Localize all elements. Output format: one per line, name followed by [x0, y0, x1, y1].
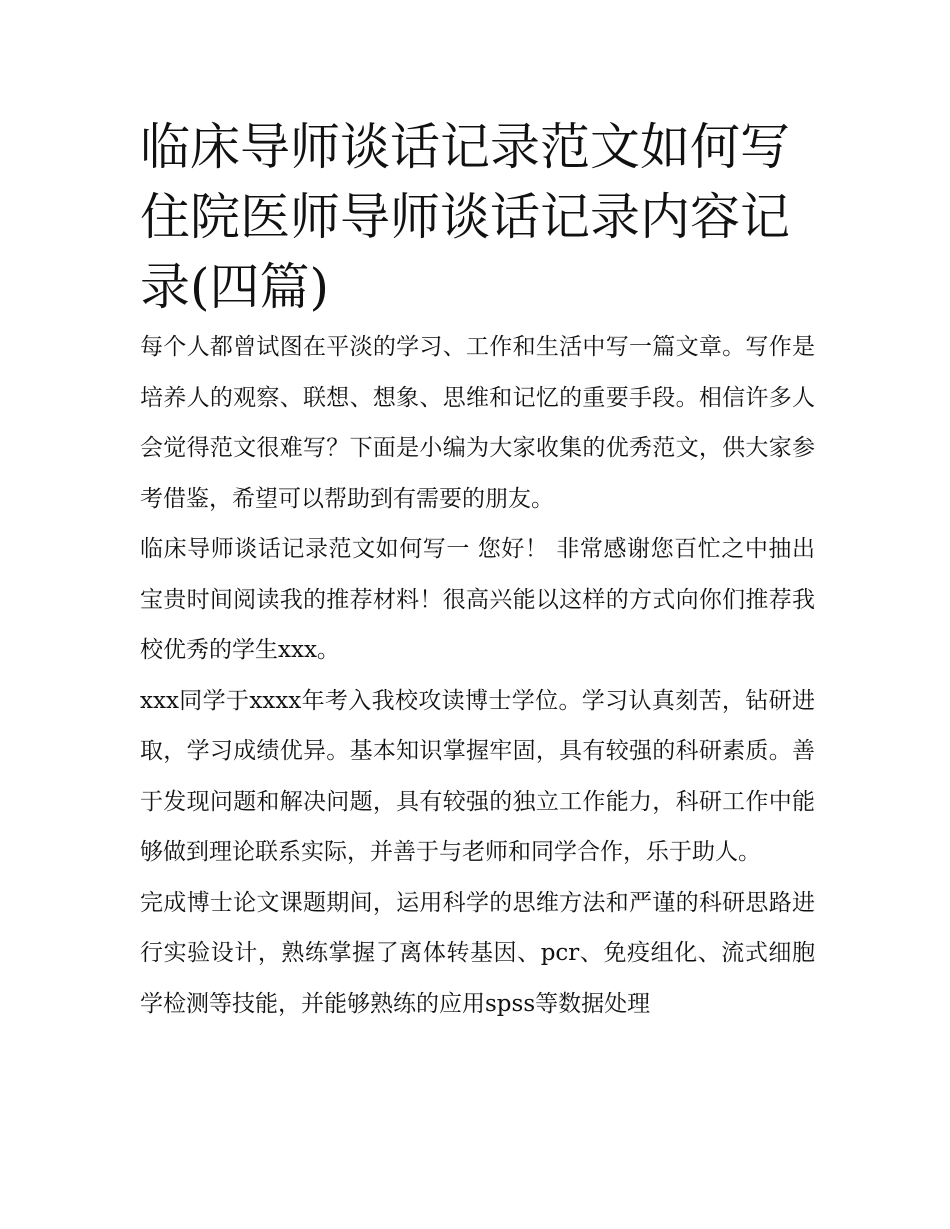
letter-opening-paragraph: 临床导师谈话记录范文如何写一 您好！ 非常感谢您百忙之中抽出宝贵时间阅读我的推荐材料！很高兴能以这样的方式向你们推荐我校优秀的学生xxx。 [140, 536, 815, 663]
student-study-paragraph: xxx同学于xxxx年考入我校攻读博士学位。学习认真刻苦，钻研进取，学习成绩优异。基本知识掌握牢固，具有较强的科研素质。善于发现问题和解决问题，具有较强的独立工作能力，科研工作中能够做到理论联系实际，并善于与老师和同学合作，乐于助人。 [140, 687, 815, 865]
intro-paragraph: 每个人都曾试图在平淡的学习、工作和生活中写一篇文章。写作是培养人的观察、联想、想象、思维和记忆的重要手段。相信许多人会觉得范文很难写？下面是小编为大家收集的优秀范文，供大家参考借鉴，希望可以帮助到有需要的朋友。 [140, 334, 815, 512]
research-skills-paragraph: 完成博士论文课题期间，运用科学的思维方法和严谨的科研思路进行实验设计，熟练掌握了离体转基因、pcr、免疫组化、流式细胞学检测等技能，并能够熟练的应用spss等数据处理 [140, 889, 815, 1017]
document-page [140, 112, 815, 1029]
document-title: 临床导师谈话记录范文如何写住院医师导师谈话记录内容记录(四篇) [140, 118, 790, 316]
